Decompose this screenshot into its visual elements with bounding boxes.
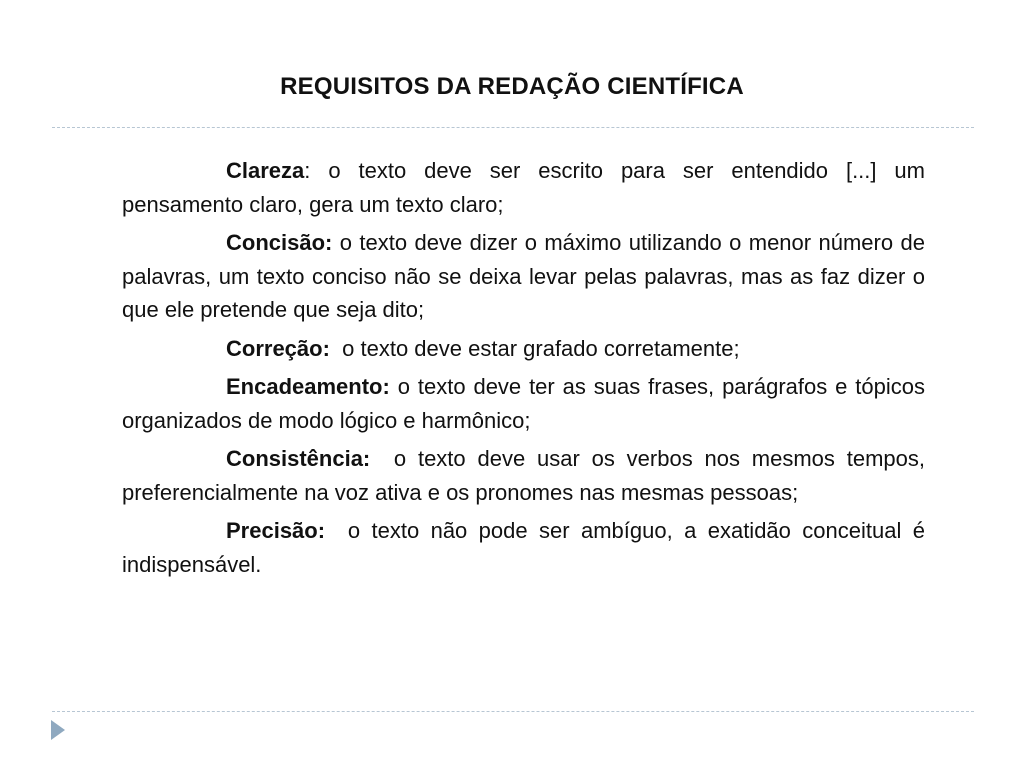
requirement-description: o texto deve ser escrito para ser entendido [...] um pensamento claro, gera um texto claro;	[122, 158, 925, 217]
requirement-description: o texto deve usar os verbos nos mesmos tempos, preferencialmente na voz ativa e os pronomes nas mesmas pessoas;	[122, 446, 925, 505]
requirement-term: Precisão:	[226, 518, 326, 543]
requirement-separator	[330, 336, 342, 361]
requirement-consistencia	[122, 442, 925, 509]
bottom-divider	[52, 711, 974, 712]
requirement-clareza	[122, 154, 925, 221]
requirement-separator	[325, 518, 348, 543]
requirement-term: Consistência:	[226, 446, 371, 471]
requirement-term: Concisão:	[226, 230, 333, 255]
requirement-separator	[370, 446, 394, 471]
requirement-separator	[390, 374, 398, 399]
requirement-term: Clareza	[226, 158, 305, 183]
requirements-list	[122, 154, 925, 586]
requirement-description: o texto deve dizer o máximo utilizando o menor número de palavras, um texto conciso não se deixa levar pelas palavras, mas as faz dizer o que ele pretende que seja dito;	[122, 230, 925, 322]
requirement-term: Encadeamento:	[226, 374, 390, 399]
requirement-separator	[332, 230, 339, 255]
requirement-description: o texto não pode ser ambíguo, a exatidão conceitual é indispensável.	[122, 518, 925, 577]
requirement-correcao	[122, 332, 925, 366]
requirement-separator: :	[304, 158, 329, 183]
requirement-concisao	[122, 226, 925, 327]
top-divider	[52, 127, 974, 128]
requirement-precisao	[122, 514, 925, 581]
play-arrow-icon[interactable]	[49, 718, 67, 742]
requirement-encadeamento	[122, 370, 925, 437]
slide-title: REQUISITOS DA REDAÇÃO CIENTÍFICA	[280, 73, 744, 100]
requirement-description: o texto deve ter as suas frases, parágrafos e tópicos organizados de modo lógico e harmônico;	[122, 374, 925, 433]
requirement-description: o texto deve estar grafado corretamente;	[342, 335, 740, 361]
requirement-term: Correção:	[226, 335, 330, 361]
